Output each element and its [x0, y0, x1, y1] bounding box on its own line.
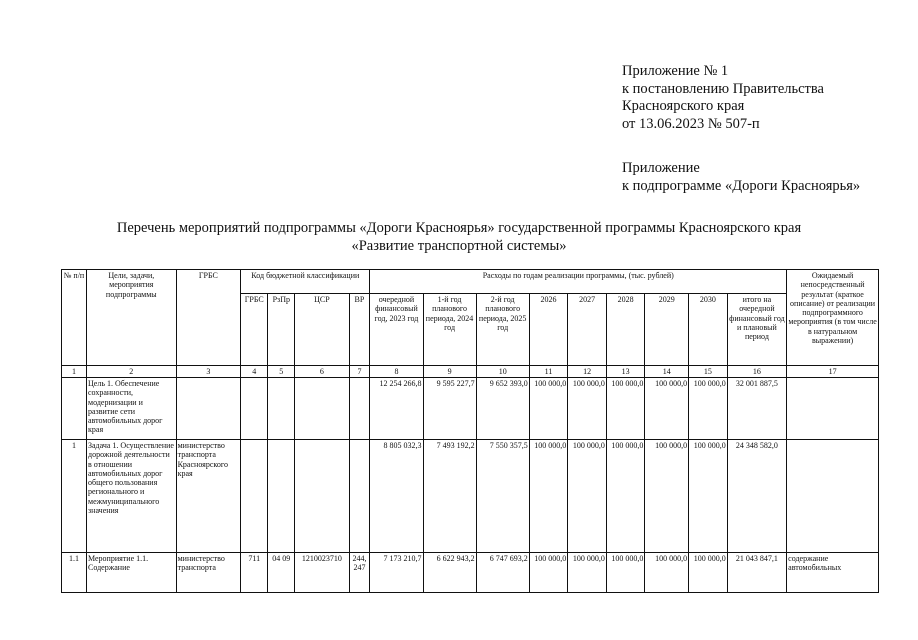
header-year-2030: 2030	[689, 294, 728, 366]
row-total: 32 001 887,5	[727, 378, 786, 440]
row-rzpr: 04 09	[268, 553, 295, 593]
row-name: Цель 1. Обеспечение сохранности, модернизации и развитие сети автомобильных дорог края	[87, 378, 177, 440]
row-grbs-code	[241, 440, 268, 553]
header-year-2028: 2028	[606, 294, 645, 366]
row-name: Мероприятие 1.1. Содержание	[87, 553, 177, 593]
header-year-2027: 2027	[568, 294, 607, 366]
header-year-2025: 2-й год планового периода, 2025 год	[476, 294, 529, 366]
row-y2024: 7 493 192,2	[423, 440, 476, 553]
row-csr: 1210023710	[295, 553, 349, 593]
header-csr: ЦСР	[295, 294, 349, 366]
title-line-1: Перечень мероприятий подпрограммы «Дороги Красноярья» государственной программы Красноярского края	[116, 220, 802, 236]
col-number: 1	[62, 366, 87, 378]
row-grbs-code	[241, 378, 268, 440]
col-number: 10	[476, 366, 529, 378]
col-number: 7	[349, 366, 370, 378]
row-y2030: 100 000,0	[689, 553, 728, 593]
header-num: № п/п	[62, 270, 87, 366]
row-y2023: 8 805 032,3	[370, 440, 423, 553]
header-year-2029: 2029	[645, 294, 689, 366]
row-y2023: 12 254 266,8	[370, 378, 423, 440]
annex-line-3: Красноярского края	[622, 98, 745, 114]
row-rzpr	[268, 378, 295, 440]
row-y2027: 100 000,0	[568, 553, 607, 593]
row-grbs: министерство транспорта	[176, 553, 241, 593]
row-name: Задача 1. Осуществление дорожной деятельности в отношении автомобильных дорог общего пользования регионального и межмуниципального значения	[87, 440, 177, 553]
row-y2029: 100 000,0	[645, 553, 689, 593]
row-num: 1	[62, 440, 87, 553]
row-y2026: 100 000,0	[529, 378, 568, 440]
row-y2025: 7 550 357,5	[476, 440, 529, 553]
row-grbs-code: 711	[241, 553, 268, 593]
row-y2024: 6 622 943,2	[423, 553, 476, 593]
row-y2028: 100 000,0	[606, 378, 645, 440]
row-y2023: 7 173 210,7	[370, 553, 423, 593]
col-number: 6	[295, 366, 349, 378]
header-total: итого на очередной финансовый год и плановый период	[727, 294, 786, 366]
row-grbs: министерство транспорта Красноярского края	[176, 440, 241, 553]
col-number: 15	[689, 366, 728, 378]
row-num	[62, 378, 87, 440]
row-y2025: 9 652 393,0	[476, 378, 529, 440]
row-vr	[349, 378, 370, 440]
col-number: 5	[268, 366, 295, 378]
row-result	[787, 440, 879, 553]
row-total: 24 348 582,0	[727, 440, 786, 553]
col-number: 9	[423, 366, 476, 378]
header-row-1	[62, 270, 879, 294]
header-rzpr: РзПр	[268, 294, 295, 366]
row-y2029: 100 000,0	[645, 440, 689, 553]
row-total: 21 043 847,1	[727, 553, 786, 593]
row-y2026: 100 000,0	[529, 553, 568, 593]
annex-line-1: Приложение № 1	[622, 63, 729, 79]
col-number: 16	[727, 366, 786, 378]
row-grbs	[176, 378, 241, 440]
row-y2030: 100 000,0	[689, 440, 728, 553]
annex-line-4: от 13.06.2023 № 507-п	[622, 115, 760, 132]
col-number: 2	[87, 366, 177, 378]
col-number: 11	[529, 366, 568, 378]
measures-table	[61, 269, 879, 593]
annex-line-2: к постановлению Правительства	[622, 80, 824, 97]
row-rzpr	[268, 440, 295, 553]
row-y2026: 100 000,0	[529, 440, 568, 553]
col-number: 8	[370, 366, 423, 378]
row-csr	[295, 378, 349, 440]
col-number: 13	[606, 366, 645, 378]
row-y2024: 9 595 227,7	[423, 378, 476, 440]
header-result: Ожидаемый непосредственный результат (краткое описание) от реализации подпрограммного мероприятия (в том числе в натуральном выражении)	[787, 270, 879, 366]
annex-line-6: к подпрограмме «Дороги Красноярья»	[622, 177, 861, 194]
header-expense-group: Расходы по годам реализации программы, (тыс. рублей)	[370, 270, 787, 294]
annex-block	[622, 63, 860, 195]
row-csr	[295, 440, 349, 553]
row-num: 1.1	[62, 553, 87, 593]
document-title	[0, 219, 918, 255]
col-number: 17	[787, 366, 879, 378]
header-code-group: Код бюджетной классификации	[241, 270, 370, 294]
col-number: 3	[176, 366, 241, 378]
header-year-2023: очередной финансовый год, 2023 год	[370, 294, 423, 366]
header-year-2024: 1-й год планового периода, 2024 год	[423, 294, 476, 366]
row-y2028: 100 000,0	[606, 553, 645, 593]
column-number-row	[62, 366, 879, 378]
header-goals: Цели, задачи, мероприятия подпрограммы	[87, 270, 177, 366]
row-y2027: 100 000,0	[568, 440, 607, 553]
row-y2027: 100 000,0	[568, 378, 607, 440]
annex-line-5: Приложение	[622, 160, 700, 176]
row-y2029: 100 000,0	[645, 378, 689, 440]
row-result: содержание автомобильных	[787, 553, 879, 593]
row-vr: 244, 247	[349, 553, 370, 593]
header-vr: ВР	[349, 294, 370, 366]
header-grbs: ГРБС	[176, 270, 241, 366]
col-number: 14	[645, 366, 689, 378]
table-row-event-1-1	[62, 553, 879, 593]
table-row-task-1	[62, 440, 879, 553]
row-y2030: 100 000,0	[689, 378, 728, 440]
row-result	[787, 378, 879, 440]
title-line-2: «Развитие транспортной системы»	[351, 238, 567, 254]
col-number: 12	[568, 366, 607, 378]
row-y2025: 6 747 693,2	[476, 553, 529, 593]
col-number: 4	[241, 366, 268, 378]
table-row-goal-1	[62, 378, 879, 440]
row-y2028: 100 000,0	[606, 440, 645, 553]
row-vr	[349, 440, 370, 553]
header-year-2026: 2026	[529, 294, 568, 366]
header-grbs-code: ГРБС	[241, 294, 268, 366]
